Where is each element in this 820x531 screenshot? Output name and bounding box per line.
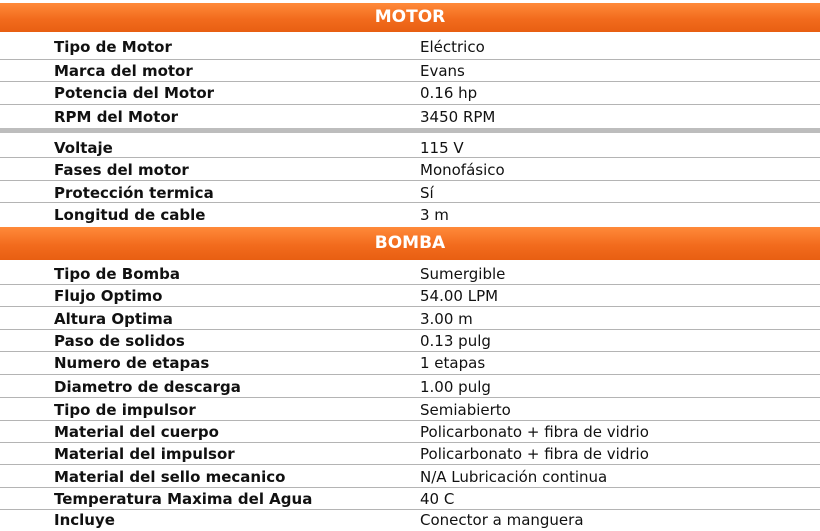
table-row	[0, 82, 820, 104]
group-divider	[0, 128, 820, 133]
table-row	[0, 182, 820, 204]
row-divider	[0, 104, 820, 105]
spec-label: Material del cuerpo	[54, 423, 219, 441]
row-divider	[0, 306, 820, 307]
row-divider	[0, 464, 820, 465]
spec-label: Diametro de descarga	[54, 378, 241, 396]
table-row	[0, 159, 820, 181]
row-divider	[0, 397, 820, 398]
spec-label: Marca del motor	[54, 62, 193, 80]
spec-value: Sumergible	[420, 265, 506, 283]
table-row	[0, 399, 820, 421]
section-header-bomba	[0, 227, 820, 260]
spec-value: N/A Lubricación continua	[420, 468, 608, 486]
spec-value: 3.00 m	[420, 310, 473, 328]
spec-value: Evans	[420, 62, 465, 80]
table-row	[0, 263, 820, 285]
table-row	[0, 443, 820, 465]
spec-value: 0.13 pulg	[420, 332, 491, 350]
table-row	[0, 204, 820, 226]
spec-label: Tipo de Motor	[54, 38, 172, 56]
table-row	[0, 352, 820, 374]
table-row	[0, 376, 820, 398]
spec-label: Temperatura Maxima del Agua	[54, 490, 313, 508]
spec-label: Longitud de cable	[54, 206, 206, 224]
spec-label: Paso de solidos	[54, 332, 185, 350]
spec-label: Material del impulsor	[54, 445, 235, 463]
spec-label: Potencia del Motor	[54, 84, 215, 102]
section-header-motor	[0, 3, 820, 32]
spec-value: 1.00 pulg	[420, 378, 491, 396]
spec-value: 115 V	[420, 139, 464, 157]
table-row	[0, 510, 820, 531]
spec-label: Protección termica	[54, 184, 214, 202]
row-divider	[0, 180, 820, 181]
spec-value: 3450 RPM	[420, 108, 496, 126]
spec-value: Sí	[420, 184, 434, 202]
row-divider	[0, 374, 820, 375]
section-title-motor: MOTOR	[374, 7, 446, 27]
spec-value: 40 C	[420, 490, 455, 508]
spec-label: Fases del motor	[54, 161, 189, 179]
row-divider	[0, 202, 820, 203]
spec-value: Policarbonato + fibra de vidrio	[420, 423, 649, 441]
spec-label: RPM del Motor	[54, 108, 179, 126]
table-row	[0, 488, 820, 510]
table-row	[0, 330, 820, 352]
row-divider	[0, 157, 820, 158]
spec-label: Numero de etapas	[54, 354, 210, 372]
spec-value: 3 m	[420, 206, 449, 224]
spec-label: Material del sello mecanico	[54, 468, 286, 486]
spec-label: Tipo de impulsor	[54, 401, 196, 419]
table-row	[0, 285, 820, 307]
table-row	[0, 308, 820, 330]
spec-value: 1 etapas	[420, 354, 486, 372]
table-row	[0, 421, 820, 443]
table-row	[0, 466, 820, 488]
spec-value: Conector a manguera	[420, 511, 584, 529]
spec-label: Tipo de Bomba	[54, 265, 180, 283]
spec-value: 54.00 LPM	[420, 287, 499, 305]
spec-value: Eléctrico	[420, 38, 485, 56]
spec-value: Policarbonato + fibra de vidrio	[420, 445, 649, 463]
section-title-bomba: BOMBA	[374, 233, 446, 253]
table-row	[0, 36, 820, 58]
spec-value: Monofásico	[420, 161, 505, 179]
table-row	[0, 60, 820, 82]
table-row	[0, 137, 820, 159]
spec-label: Voltaje	[54, 139, 113, 157]
spec-label: Altura Optima	[54, 310, 173, 328]
spec-label: Incluye	[54, 511, 115, 529]
spec-value: 0.16 hp	[420, 84, 478, 102]
table-row	[0, 106, 820, 128]
spec-label: Flujo Optimo	[54, 287, 163, 305]
spec-value: Semiabierto	[420, 401, 511, 419]
